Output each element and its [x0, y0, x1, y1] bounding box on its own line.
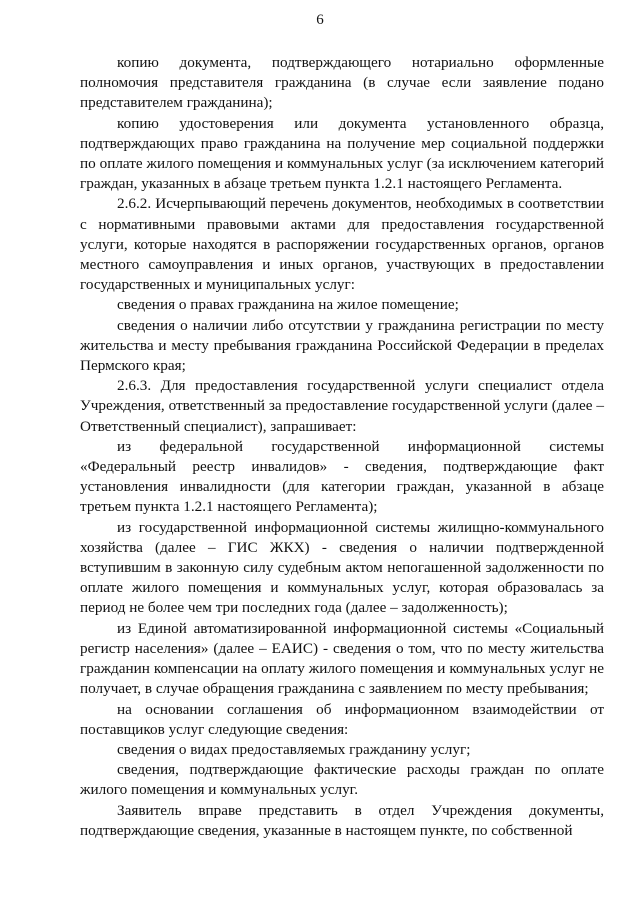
paragraph-2-6-2: 2.6.2. Исчерпывающий перечень документов, необходимых в соответствии с нормативными правовыми актами для предоставления государственной услуги, которые находятся в распоряжении государственных органов, органов местного самоуправления и иных органов, участвующих в предоставлении государственных и муниципальных услуг: — [80, 195, 604, 294]
paragraph-2-6-3: 2.6.3. Для предоставления государственной услуги специалист отдела Учреждения, ответственный за предоставление государственной услуги (далее – Ответственный специалист), запрашивает: — [80, 377, 604, 435]
paragraph-notary-copy: копию документа, подтверждающего нотариально оформленные полномочия представителя гражданина (в случае если заявление подано представителем гражданина); — [80, 54, 604, 112]
paragraph-registration: сведения о наличии либо отсутствии у гражданина регистрации по месту жительства и месту пребывания гражданина Российской Федерации в пределах Пермского края; — [80, 316, 604, 375]
paragraph-certificate-copy: копию удостоверения или документа установленного образца, подтверждающих право гражданина на получение мер социальной поддержки по оплате жилого помещения и коммунальных услуг (за исключением категорий граждан, указанных в абзаце третьем пункта 1.2.1 настоящего Регламента. — [80, 114, 604, 193]
paragraph-housing-rights: сведения о правах гражданина на жилое помещение; — [117, 296, 459, 314]
paragraph-gis-zhkh: из государственной информационной системы жилищно-коммунального хозяйства (далее – ГИС ЖКХ) - сведения о наличии подтвержденной вступившим в законную силу судебным актом непогашенной задолженности по оплате жилого помещения и коммунальных услуг, которая образовалась за период не более чем три последних года (далее – задолженность); — [80, 518, 604, 617]
page-number: 6 — [316, 12, 324, 28]
paragraph-disability-registry: из федеральной государственной информационной системы «Федеральный реестр инвалидов» - сведения, подтверждающие факт установления инвалидности (для категории граждан, указанной в абзаце третьем пункта 1.2.1 настоящего Регламента); — [80, 437, 604, 516]
document-body — [80, 53, 604, 841]
paragraph-applicant-right: Заявитель вправе представить в отдел Учреждения документы, подтверждающие сведения, указанные в настоящем пункте, по собственной — [80, 801, 604, 839]
paragraph-actual-expenses: сведения, подтверждающие фактические расходы граждан по оплате жилого помещения и коммунальных услуг. — [80, 761, 604, 799]
paragraph-agreement: на основании соглашения об информационном взаимодействии от поставщиков услуг следующие сведения: — [80, 700, 604, 738]
paragraph-services-types: сведения о видах предоставляемых гражданину услуг; — [117, 740, 471, 758]
paragraph-eais: из Единой автоматизированной информационной системы «Социальный регистр населения» (далее – ЕАИС) - сведения о том, что по месту жительства гражданин компенсации на оплату жилого помещения и коммунальных услуг не получает, в случае обращения гражданина с заявлением по месту пребывания; — [80, 619, 604, 698]
